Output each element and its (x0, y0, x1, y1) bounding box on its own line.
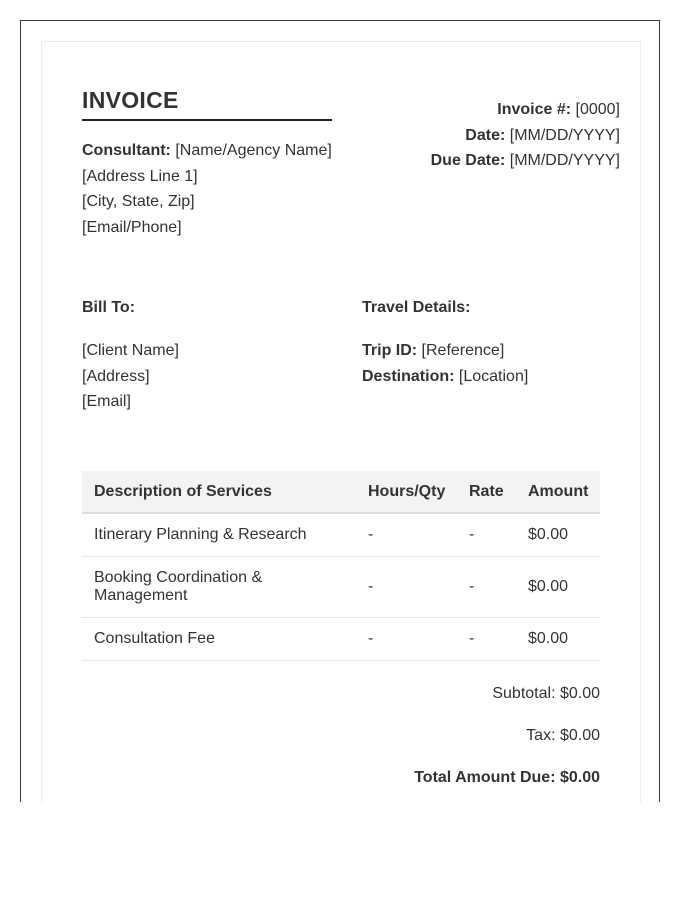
consultant-name: [Name/Agency Name] (170, 142, 332, 159)
invoice-date-value: [MM/DD/YYYY] (505, 126, 620, 144)
destination-value: [Location] (454, 367, 529, 385)
document-frame (20, 20, 660, 802)
invoice-sheet (41, 41, 641, 802)
services-table (82, 471, 600, 661)
header-hours-qty: Hours/Qty (368, 482, 446, 500)
client-email-line: [Email] (82, 393, 131, 411)
trip-id-label: Trip ID: (362, 342, 418, 359)
client-address-line: [Address] (82, 367, 150, 385)
cell-description: Itinerary Planning & Research (82, 513, 356, 556)
header-amount: Amount (528, 482, 589, 500)
travel-details-heading: Travel Details: (362, 299, 471, 316)
table-row (82, 556, 600, 617)
client-name-line: [Client Name] (82, 342, 179, 359)
total-amount-due-line: Total Amount Due: $0.00 (414, 769, 600, 786)
cell-amount: $0.00 (516, 556, 600, 617)
trip-id-line (362, 338, 528, 364)
cell-description: Consultation Fee (82, 617, 356, 660)
consultant-block (82, 138, 332, 241)
table-header-row (82, 471, 600, 513)
cell-description: Booking Coordination & Management (82, 556, 356, 617)
totals-block (414, 685, 600, 802)
cell-rate: - (457, 556, 516, 617)
cell-hours-qty: - (356, 556, 457, 617)
destination-line (362, 364, 528, 390)
bill-to-heading: Bill To: (82, 299, 136, 316)
consultant-city-line: [City, State, Zip] (82, 193, 195, 211)
invoice-due-date-label: Due Date: (430, 152, 506, 170)
header-description: Description of Services (94, 482, 272, 500)
cell-rate: - (457, 513, 516, 556)
bill-to-block (82, 338, 179, 415)
invoice-number-value: [0000] (571, 101, 620, 118)
consultant-contact-line: [Email/Phone] (82, 219, 182, 237)
invoice-number-line (431, 97, 620, 123)
cell-rate: - (457, 617, 516, 660)
invoice-number-label: Invoice #: (497, 101, 572, 118)
cell-hours-qty: - (356, 617, 457, 660)
cell-amount: $0.00 (516, 617, 600, 660)
header-rate: Rate (469, 482, 504, 500)
table-row (82, 617, 600, 660)
invoice-due-date-value: [MM/DD/YYYY] (505, 152, 620, 170)
consultant-address-line: [Address Line 1] (82, 167, 198, 185)
destination-label: Destination: (362, 367, 455, 385)
consultant-label: Consultant: (82, 142, 171, 159)
consultant-line (82, 138, 332, 164)
invoice-title: INVOICE (82, 87, 332, 121)
cell-hours-qty: - (356, 513, 457, 556)
invoice-meta-block (431, 97, 620, 174)
invoice-due-date-line (431, 148, 620, 174)
invoice-date-line (431, 123, 620, 149)
tax-line: Tax: $0.00 (526, 727, 600, 744)
subtotal-line: Subtotal: $0.00 (492, 685, 600, 702)
trip-id-value: [Reference] (417, 342, 505, 359)
travel-details-block (362, 338, 528, 389)
invoice-date-label: Date: (465, 126, 506, 144)
cell-amount: $0.00 (516, 513, 600, 556)
table-row (82, 513, 600, 556)
